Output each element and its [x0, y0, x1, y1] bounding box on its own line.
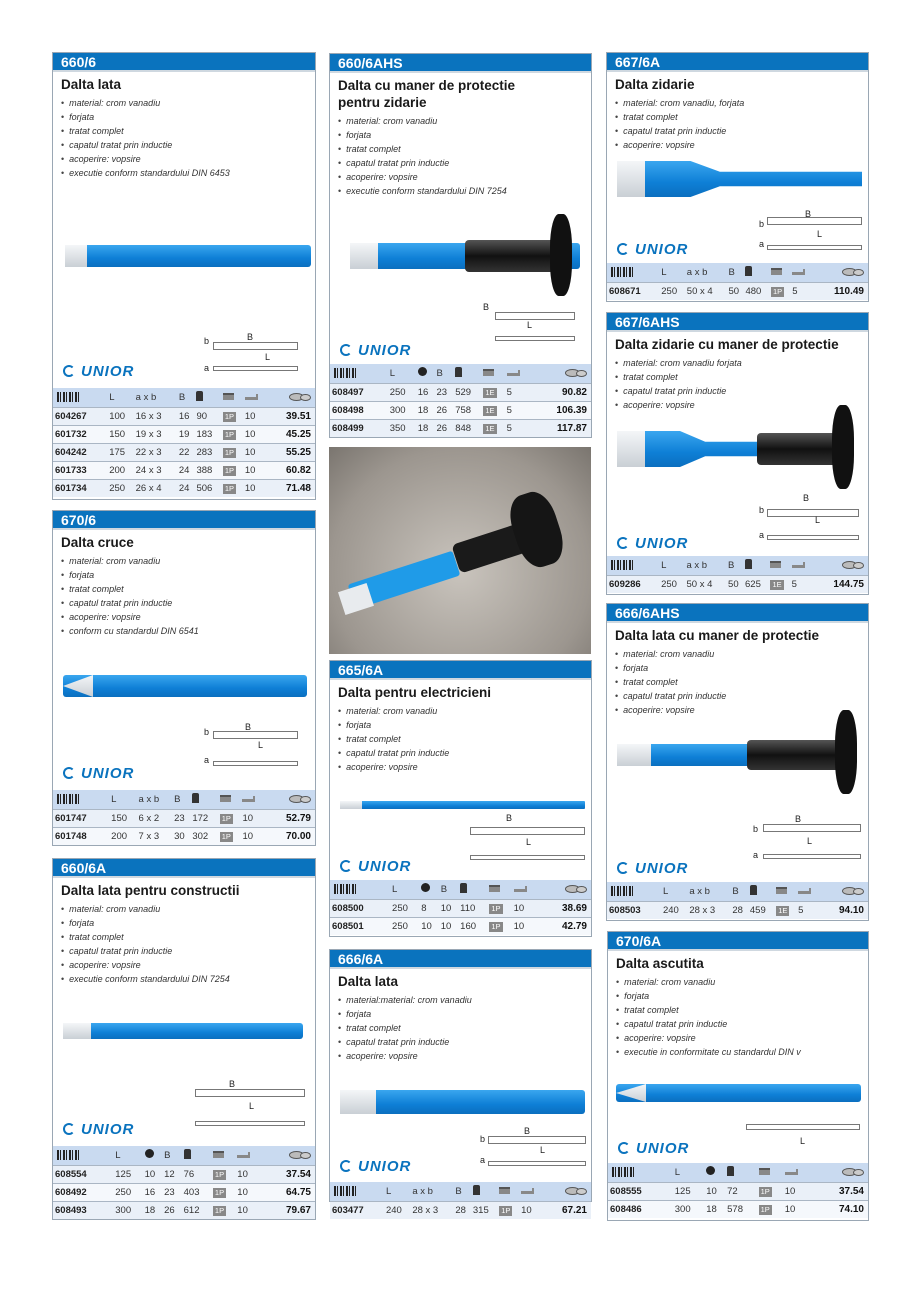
- technical-drawing: [488, 1136, 586, 1144]
- barcode-icon: [612, 1167, 634, 1177]
- quantity-icon: [785, 1169, 798, 1175]
- product-card-660-6: [52, 52, 316, 500]
- drawing-label: b: [204, 727, 210, 737]
- feature-list: [53, 551, 315, 638]
- package-icon: [489, 885, 500, 892]
- product-title: Dalta lata: [61, 77, 122, 92]
- feature: • capatul tratat prin inductie: [615, 384, 868, 398]
- feature: • forjata: [616, 989, 868, 1003]
- feature: • executie conform standardului DIN 7254: [338, 184, 591, 198]
- technical-drawing: [213, 342, 298, 350]
- table-row: 608671 250 50 x 4 50 480 1P 5 110.49: [607, 282, 868, 300]
- drawing-label: L: [265, 352, 271, 362]
- product-code: 666/6A: [330, 950, 591, 969]
- feature: • acoperire: vopsire: [616, 1031, 868, 1045]
- product-code: 670/6: [53, 511, 315, 530]
- feature: • acoperire: vopsire: [615, 138, 868, 152]
- quantity-icon: [514, 886, 527, 892]
- product-table: L B 608500 250 8 10 110 1P 10 38.69 608501 250 10 10 160 1P 10 42.79: [330, 880, 591, 935]
- product-code: 660/6AHS: [330, 54, 591, 73]
- feature: • capatul tratat prin inductie: [61, 944, 315, 958]
- feature: • material: crom vanadiu: [616, 975, 868, 989]
- table-row: 603477 240 28 x 3 28 315 1P 10 67.21: [330, 1201, 591, 1219]
- feature: • material: crom vanadiu: [61, 554, 315, 568]
- package-icon: [771, 268, 782, 275]
- feature: • material: crom vanadiu: [615, 647, 868, 661]
- unior-logo: UNIOR: [63, 363, 134, 380]
- feature: • tratat complet: [338, 142, 591, 156]
- feature: • tratat complet: [616, 1003, 868, 1017]
- technical-drawing: [763, 854, 861, 859]
- table-row: 608500 250 8 10 110 1P 10 38.69: [330, 899, 591, 917]
- package-icon: [499, 1187, 510, 1194]
- drawing-label: a: [204, 363, 210, 373]
- product-card-667-6a: [606, 52, 869, 302]
- product-card-665-6a: [329, 660, 592, 937]
- chisel-image: [617, 161, 862, 197]
- feature: • acoperire: vopsire: [338, 170, 591, 184]
- drawing-label: a: [759, 530, 765, 540]
- barcode-icon: [57, 1150, 79, 1160]
- technical-drawing: [495, 312, 575, 320]
- table-row: 601734 250 26 x 4 24 506 1P 10 71.48: [53, 479, 315, 497]
- table-row: 608498 300 18 26 758 1E 5 106.39: [330, 401, 591, 419]
- product-code: 660/6A: [53, 859, 315, 878]
- package-icon: [220, 795, 231, 802]
- feature: • forjata: [338, 718, 591, 732]
- drawing-label: B: [483, 302, 490, 312]
- quantity-icon: [792, 562, 805, 568]
- price-icon: [565, 883, 587, 893]
- product-card-670-6: [52, 510, 316, 846]
- feature: • capatul tratat prin inductie: [61, 596, 315, 610]
- unior-logo: UNIOR: [340, 342, 411, 359]
- feature: • capatul tratat prin inductie: [338, 1035, 591, 1049]
- table-row: 608503 240 28 x 3 28 459 1E 5 94.10: [607, 901, 868, 919]
- technical-drawing: [495, 336, 575, 341]
- protective-grip: [465, 240, 563, 272]
- unior-logo: UNIOR: [617, 535, 688, 552]
- product-table: L a x b B 609286 250 50 x 4 50 625 1E 5 144.75: [607, 556, 868, 593]
- feature-list: [330, 111, 591, 198]
- product-table: L a x b B 608671 250 50 x 4 50 480 1P 5 110.49: [607, 263, 868, 300]
- unior-logo: UNIOR: [617, 241, 688, 258]
- feature: • capatul tratat prin inductie: [61, 138, 315, 152]
- feature: • forjata: [615, 661, 868, 675]
- feature: • capatul tratat prin inductie: [338, 156, 591, 170]
- drawing-label: B: [803, 493, 810, 503]
- drawing-label: L: [540, 1145, 546, 1155]
- product-table: L a x b B 604267 100 16 x 3 16 90 1P 10 39.51 601732 150 19 x 3 19 183 1P 10 45.25 604242 175 22 x 3 22 283 1P 10 55.25 601733 200 24 x 3 24 388 1P 10 60.82 601734 250 26 x 4 24 506 1P 10 71.48: [53, 388, 315, 497]
- feature: • executie conform standardului DIN 7254: [61, 972, 315, 986]
- chisel-image: [65, 245, 311, 267]
- hand-guard: [550, 214, 572, 296]
- drawing-label: a: [759, 239, 765, 249]
- quantity-icon: [237, 1152, 250, 1158]
- unior-logo: UNIOR: [63, 1121, 134, 1138]
- drawing-label: B: [229, 1079, 236, 1089]
- drawing-label: L: [526, 837, 532, 847]
- feature: • material: crom vanadiu: [338, 704, 591, 718]
- product-table: L 608555 125 10 72 1P 10 37.54 608486 300 18 578 1P 10 74.10: [608, 1163, 868, 1218]
- feature-list: [608, 972, 868, 1059]
- feature: • acoperire: vopsire: [615, 703, 868, 717]
- feature-list: [53, 899, 315, 986]
- hex-profile-icon: [418, 367, 427, 376]
- feature: • tratat complet: [615, 675, 868, 689]
- feature: • forjata: [61, 568, 315, 582]
- feature: • forjata: [338, 128, 591, 142]
- quantity-icon: [507, 370, 520, 376]
- feature: • conform cu standardul DIN 6541: [61, 624, 315, 638]
- drawing-label: L: [249, 1101, 255, 1111]
- feature: • material: crom vanadiu forjata: [615, 356, 868, 370]
- drawing-label: B: [245, 722, 252, 732]
- protective-grip: [757, 433, 837, 465]
- weight-icon: [745, 559, 752, 569]
- table-row: 608486 300 18 578 1P 10 74.10: [608, 1200, 868, 1218]
- quantity-icon: [521, 1188, 534, 1194]
- technical-drawing: [195, 1089, 305, 1097]
- hex-profile-icon: [421, 883, 430, 892]
- technical-drawing: [767, 217, 862, 225]
- product-code: 667/6A: [607, 53, 868, 72]
- product-title: Dalta ascutita: [616, 956, 704, 971]
- table-row: 608497 250 16 23 529 1E 5 90.82: [330, 383, 591, 401]
- feature: • capatul tratat prin inductie: [615, 124, 868, 138]
- barcode-icon: [611, 886, 633, 896]
- weight-icon: [473, 1185, 480, 1195]
- table-row: 601748 200 7 x 3 30 302 1P 10 70.00: [53, 827, 315, 845]
- product-title: Dalta cu maner de protectie pentru zidarie: [338, 78, 516, 110]
- barcode-icon: [334, 368, 356, 378]
- technical-drawing: [195, 1121, 305, 1126]
- package-icon: [770, 561, 781, 568]
- weight-icon: [727, 1166, 734, 1176]
- price-icon: [842, 885, 864, 895]
- product-title: Dalta zidarie cu maner de protectie: [615, 337, 839, 352]
- feature-list: [330, 990, 591, 1063]
- feature: • material: crom vanadiu: [61, 902, 315, 916]
- drawing-label: b: [480, 1134, 486, 1144]
- technical-drawing: [767, 509, 859, 517]
- feature: • forjata: [338, 1007, 591, 1021]
- chisel-image: [340, 1090, 585, 1114]
- package-icon: [483, 369, 494, 376]
- feature: • material: crom vanadiu: [61, 96, 315, 110]
- drawing-label: a: [753, 850, 759, 860]
- feature-list: [607, 353, 868, 412]
- feature: • capatul tratat prin inductie: [615, 689, 868, 703]
- table-row: 608501 250 10 10 160 1P 10 42.79: [330, 917, 591, 935]
- product-table: L B 608497 250 16 23 529 1E 5 90.82 608498 300 18 26 758 1E 5 106.39 608499 350 18 26 848 1E 5 117.87: [330, 364, 591, 437]
- barcode-icon: [334, 884, 356, 894]
- weight-icon: [192, 793, 199, 803]
- feature: • tratat complet: [61, 124, 315, 138]
- drawing-label: L: [527, 320, 533, 330]
- hand-guard: [835, 710, 857, 794]
- product-card-660-6ahs: [329, 53, 592, 438]
- product-code: 670/6A: [608, 932, 868, 951]
- drawing-label: B: [524, 1126, 531, 1136]
- feature: • acoperire: vopsire: [615, 398, 868, 412]
- product-table: L B 608554 125 10 12 76 1P 10 37.54 608492 250 16 23 403 1P 10 64.75 608493 300 18 26 612 1P 10 79.67: [53, 1146, 315, 1219]
- feature: • acoperire: vopsire: [61, 152, 315, 166]
- price-icon: [565, 367, 587, 377]
- technical-drawing: [213, 731, 298, 739]
- quantity-icon: [245, 394, 258, 400]
- unior-logo: UNIOR: [617, 860, 688, 877]
- barcode-icon: [57, 794, 79, 804]
- product-code: 667/6AHS: [607, 313, 868, 332]
- feature: • acoperire: vopsire: [61, 610, 315, 624]
- product-card-666-6a: [329, 949, 592, 1216]
- quantity-icon: [792, 269, 805, 275]
- drawing-label: b: [204, 336, 210, 346]
- drawing-label: L: [817, 229, 823, 239]
- drawing-label: a: [204, 755, 210, 765]
- feature: • forjata: [61, 110, 315, 124]
- feature: • tratat complet: [338, 1021, 591, 1035]
- protective-grip: [747, 740, 842, 770]
- feature: • tratat complet: [61, 930, 315, 944]
- unior-logo: UNIOR: [63, 765, 134, 782]
- technical-drawing: [767, 535, 859, 540]
- drawing-label: B: [795, 814, 802, 824]
- unior-logo: UNIOR: [340, 858, 411, 875]
- package-icon: [759, 1168, 770, 1175]
- table-row: 601747 150 6 x 2 23 172 1P 10 52.79: [53, 809, 315, 827]
- product-card-666-6ahs: [606, 603, 869, 921]
- product-card-670-6a: [607, 931, 869, 1221]
- chisel-image: [616, 1084, 861, 1102]
- feature-list: [607, 644, 868, 717]
- feature: • acoperire: vopsire: [61, 958, 315, 972]
- product-card-667-6ahs: [606, 312, 869, 595]
- package-icon: [776, 887, 787, 894]
- table-row: 601732 150 19 x 3 19 183 1P 10 45.25: [53, 425, 315, 443]
- price-icon: [565, 1185, 587, 1195]
- drawing-label: b: [759, 505, 765, 515]
- hex-profile-icon: [145, 1149, 154, 1158]
- feature: • capatul tratat prin inductie: [616, 1017, 868, 1031]
- drawing-label: L: [807, 836, 813, 846]
- technical-drawing: [470, 855, 585, 860]
- technical-drawing: [488, 1161, 586, 1166]
- feature: • material: crom vanadiu, forjata: [615, 96, 868, 110]
- technical-drawing: [767, 245, 862, 250]
- feature-list: [607, 93, 868, 152]
- product-title: Dalta lata: [338, 974, 399, 989]
- price-icon: [842, 559, 864, 569]
- drawing-label: L: [800, 1136, 806, 1146]
- price-icon: [289, 391, 311, 401]
- feature: • material:material: crom vanadiu: [338, 993, 591, 1007]
- table-row: 604267 100 16 x 3 16 90 1P 10 39.51: [53, 407, 315, 425]
- table-row: 608499 350 18 26 848 1E 5 117.87: [330, 419, 591, 437]
- barcode-icon: [611, 267, 633, 277]
- weight-icon: [196, 391, 203, 401]
- feature: • tratat complet: [615, 110, 868, 124]
- weight-icon: [745, 266, 752, 276]
- table-row: 608493 300 18 26 612 1P 10 79.67: [53, 1201, 315, 1219]
- drawing-label: B: [805, 209, 812, 219]
- barcode-icon: [57, 392, 79, 402]
- technical-drawing: [763, 824, 861, 832]
- table-row: 608554 125 10 12 76 1P 10 37.54: [53, 1165, 315, 1183]
- drawing-label: B: [247, 332, 254, 342]
- feature-list: [330, 701, 591, 774]
- hand-guard: [832, 405, 854, 489]
- product-table: L a x b B 601747 150 6 x 2 23 172 1P 10 52.79 601748 200 7 x 3 30 302 1P 10 70.00: [53, 790, 315, 845]
- feature: • acoperire: vopsire: [338, 760, 591, 774]
- product-title: Dalta zidarie: [615, 77, 695, 92]
- product-table: L a x b B 603477 240 28 x 3 28 315 1P 10 67.21: [330, 1182, 591, 1219]
- feature: • tratat complet: [615, 370, 868, 384]
- feature: • executie conform standardului DIN 6453: [61, 166, 315, 180]
- product-title: Dalta pentru electricieni: [338, 685, 492, 700]
- drawing-label: L: [258, 740, 264, 750]
- feature: • material: crom vanadiu: [338, 114, 591, 128]
- product-code: 665/6A: [330, 661, 591, 680]
- product-table: L a x b B 608503 240 28 x 3 28 459 1E 5 94.10: [607, 882, 868, 919]
- table-row: 608492 250 16 23 403 1P 10 64.75: [53, 1183, 315, 1201]
- drawing-label: a: [480, 1155, 486, 1165]
- barcode-icon: [334, 1186, 356, 1196]
- technical-drawing: [213, 761, 298, 766]
- chisel-image: [340, 801, 585, 809]
- package-icon: [223, 393, 234, 400]
- drawing-label: b: [753, 824, 759, 834]
- weight-icon: [460, 883, 467, 893]
- table-row: 601733 200 24 x 3 24 388 1P 10 60.82: [53, 461, 315, 479]
- price-icon: [289, 1149, 311, 1159]
- product-code: 666/6AHS: [607, 604, 868, 623]
- quantity-icon: [798, 888, 811, 894]
- product-title: Dalta lata pentru constructii: [61, 883, 240, 898]
- product-title: Dalta lata cu maner de protectie: [615, 628, 820, 643]
- feature: • tratat complet: [61, 582, 315, 596]
- product-title: Dalta cruce: [61, 535, 134, 550]
- drawing-label: B: [506, 813, 513, 823]
- price-icon: [289, 793, 311, 803]
- table-row: 604242 175 22 x 3 22 283 1P 10 55.25: [53, 443, 315, 461]
- barcode-icon: [611, 560, 633, 570]
- product-card-660-6a: [52, 858, 316, 1220]
- product-code: 660/6: [53, 53, 315, 72]
- technical-drawing: [213, 366, 298, 371]
- drawing-label: b: [759, 219, 765, 229]
- hex-profile-icon: [706, 1166, 715, 1175]
- package-icon: [213, 1151, 224, 1158]
- feature: • tratat complet: [338, 732, 591, 746]
- weight-icon: [455, 367, 462, 377]
- price-icon: [842, 266, 864, 276]
- feature: • capatul tratat prin inductie: [338, 746, 591, 760]
- table-row: 609286 250 50 x 4 50 625 1E 5 144.75: [607, 575, 868, 593]
- quantity-icon: [242, 796, 255, 802]
- table-row: 608555 125 10 72 1P 10 37.54: [608, 1182, 868, 1200]
- feature: • forjata: [61, 916, 315, 930]
- feature: • acoperire: vopsire: [338, 1049, 591, 1063]
- price-icon: [842, 1166, 864, 1176]
- unior-logo: UNIOR: [618, 1140, 689, 1157]
- technical-drawing: [470, 827, 585, 835]
- unior-logo: UNIOR: [340, 1158, 411, 1175]
- technical-drawing: [746, 1124, 860, 1130]
- weight-icon: [184, 1149, 191, 1159]
- feature: • executie in conformitate cu standardul DIN v: [616, 1045, 868, 1059]
- weight-icon: [750, 885, 757, 895]
- chisel-image: [63, 675, 307, 697]
- chisel-image: [63, 1023, 303, 1039]
- drawing-label: L: [815, 515, 821, 525]
- feature-list: [53, 93, 315, 180]
- product-photo: [329, 447, 591, 654]
